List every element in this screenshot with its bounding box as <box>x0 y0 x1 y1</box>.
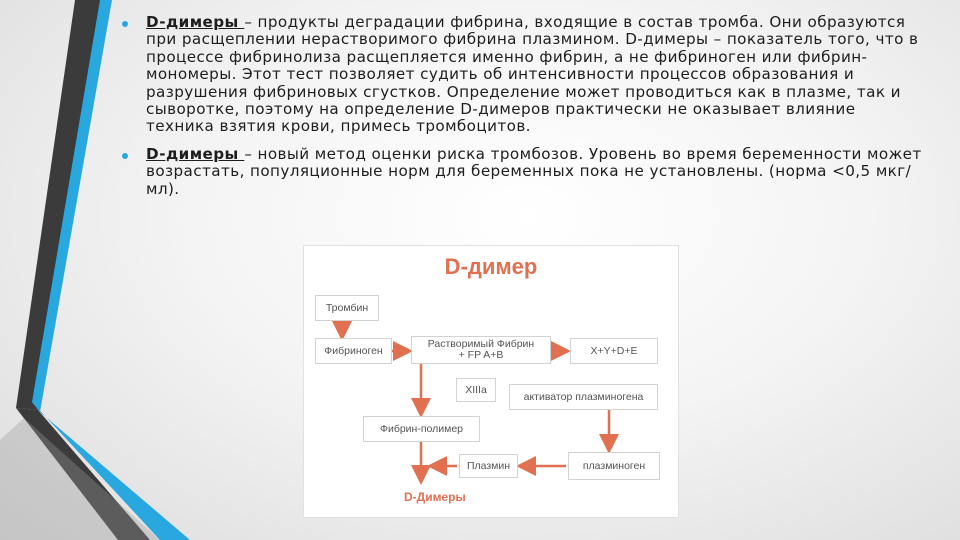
bullet-paragraph-2 <box>146 146 922 198</box>
bullet-item-1 <box>122 14 922 136</box>
box-trombin: Тромбин <box>315 295 379 321</box>
box-plasmin: Плазмин <box>459 454 518 478</box>
bullet-dot-icon <box>122 21 128 27</box>
text-content <box>122 14 922 208</box>
d-dimer-diagram <box>303 245 679 518</box>
grey-shadow <box>0 418 160 540</box>
term-label: D-димеры <box>146 13 245 31</box>
diagram-title: D-димер <box>444 254 538 279</box>
box-xyde: X+Y+D+E <box>570 338 658 364</box>
box-plasminogen-activator: активатор плазминогена <box>509 384 658 410</box>
bullet-item-2 <box>122 146 922 198</box>
box-xiiia: XIIIa <box>456 378 496 402</box>
box-fibrin-polymer: Фибрин-полимер <box>363 416 480 442</box>
term-label: D-димеры <box>146 144 245 163</box>
bullet-text: – продукты деградации фибрина, входящие в состав тромба. Они образуются при расщеплении нерастворимого фибрина плазмином. D-димеры – показатель того, что в процессе фибринолиза расщепляется именно фибрин, а не фибриноген или фибрин-мономеры. Этот тест позволяет судить об интенсивности процессов образования и разрушения фибриновых сгустков. Определение может проводиться как в плазме, так и сыворотке, поэтому на определение D-димеров практически не оказывает влияние техника взятия крови, примесь тромбоцитов. <box>146 13 919 136</box>
box-soluble-fibrin <box>411 336 551 364</box>
box-fibrinogen: Фибриноген <box>315 338 392 364</box>
soluble-fibrin-line2: + FP A+B <box>458 349 504 361</box>
soluble-fibrin-line1: Растворимый Фибрин <box>427 338 535 350</box>
box-plasminogen: плазминоген <box>568 452 660 480</box>
bullet-text: – новый метод оценки риска тромбозов. Уровень во время беременности может возрастать, популяционные норм для беременных пока не установлены. (норма <0,5 мкг/мл). <box>146 144 922 198</box>
bullet-dot-icon <box>122 153 128 159</box>
d-dimers-label: D-Димеры <box>404 490 466 504</box>
bullet-paragraph-1 <box>146 14 922 136</box>
